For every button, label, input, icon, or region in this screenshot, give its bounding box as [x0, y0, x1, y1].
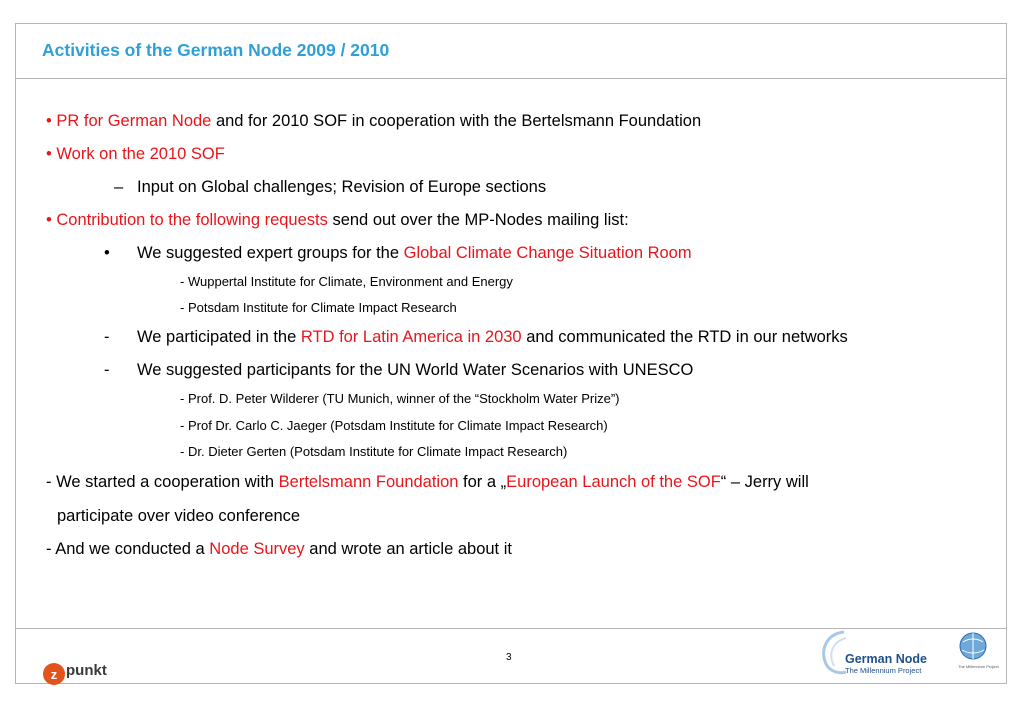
svg-text:z: z	[50, 667, 58, 682]
highlight-text: Node Survey	[209, 540, 305, 558]
header-divider	[15, 78, 1007, 79]
body-text: And we conducted a	[55, 540, 210, 558]
z-punkt-logo-icon	[42, 660, 66, 688]
dash-item-cooperation	[46, 473, 809, 492]
item-text: Prof. D. Peter Wilderer (TU Munich, winner of the “Stockholm Water Prize”)	[187, 391, 620, 406]
bullet-marker: •	[46, 145, 52, 163]
body-text: send out over the MP-Nodes mailing list:	[327, 211, 629, 229]
item-text: Potsdam Institute for Climate Impact Research	[187, 300, 457, 315]
dash-marker: -	[180, 274, 185, 289]
sub-water-scenarios: We suggested participants for the UN World Water Scenarios with UNESCO	[137, 361, 694, 379]
highlight-text: PR for German Node	[56, 112, 212, 130]
item-text: Wuppertal Institute for Climate, Environment and Energy	[187, 274, 513, 289]
highlight-text: RTD for Latin America in 2030	[300, 328, 522, 346]
sub-bullet-marker: •	[104, 244, 110, 262]
dash-marker: -	[180, 391, 185, 406]
dash-marker: -	[104, 361, 110, 379]
dash-marker: -	[104, 328, 110, 346]
highlight-text: European Launch of the SOF	[506, 473, 721, 491]
german-node-logo-name: German Node	[845, 652, 927, 666]
sub-input-text: Input on Global challenges; Revision of Europe sections	[137, 178, 547, 196]
bullet-pr-german-node	[46, 112, 701, 131]
dash-marker: -	[180, 418, 185, 433]
z-punkt-logo-text: punkt	[66, 662, 107, 679]
footer-divider	[15, 628, 1007, 629]
item-text: Prof Dr. Carlo C. Jaeger (Potsdam Institute for Climate Impact Research)	[187, 418, 608, 433]
dash-item-cooperation-continued: participate over video conference	[57, 507, 301, 525]
sub-expert-groups	[137, 244, 692, 263]
page-number: 3	[506, 652, 512, 663]
body-text: and communicated the RTD in our networks	[521, 328, 848, 346]
bullet-contribution	[46, 211, 629, 230]
bullet-marker: •	[46, 211, 52, 229]
dash-marker: -	[46, 540, 52, 558]
highlight-text: Work on the 2010 SOF	[56, 145, 225, 163]
sub-rtd-latin-america	[137, 328, 848, 347]
globe-swirl-icon	[818, 628, 848, 676]
body-text: and for 2010 SOF in cooperation with the Bertelsmann Foundation	[211, 112, 702, 130]
bullet-marker: •	[46, 112, 52, 130]
body-text: We suggested expert groups for the	[137, 244, 404, 262]
body-text: for a „	[458, 473, 507, 491]
dash-marker: –	[114, 178, 124, 196]
dash-marker: -	[46, 473, 52, 491]
dash-item-node-survey	[46, 540, 512, 559]
millennium-project-globe-icon	[955, 630, 991, 664]
item-wuppertal	[180, 274, 513, 289]
dash-marker: -	[180, 444, 185, 459]
german-node-logo-subtitle: The Millennium Project	[845, 666, 922, 675]
body-text: We started a cooperation with	[56, 473, 279, 491]
item-gerten	[180, 444, 567, 459]
item-jaeger	[180, 418, 608, 433]
millennium-project-logo-text: The Millennium Project	[958, 664, 999, 669]
item-wilderer	[180, 391, 620, 406]
sub-input-global-challenges	[114, 178, 123, 197]
body-text: “ – Jerry will	[720, 473, 809, 491]
slide-title: Activities of the German Node 2009 / 2010	[42, 40, 390, 60]
bullet-work-on-sof	[46, 145, 225, 164]
highlight-text: Bertelsmann Foundation	[278, 473, 459, 491]
item-text: Dr. Dieter Gerten (Potsdam Institute for Climate Impact Research)	[187, 444, 568, 459]
body-text: and wrote an article about it	[304, 540, 512, 558]
highlight-text: Contribution to the following requests	[56, 211, 328, 229]
highlight-text: Global Climate Change Situation Room	[403, 244, 692, 262]
item-potsdam	[180, 300, 457, 315]
body-text: We participated in the	[137, 328, 301, 346]
dash-marker: -	[180, 300, 185, 315]
